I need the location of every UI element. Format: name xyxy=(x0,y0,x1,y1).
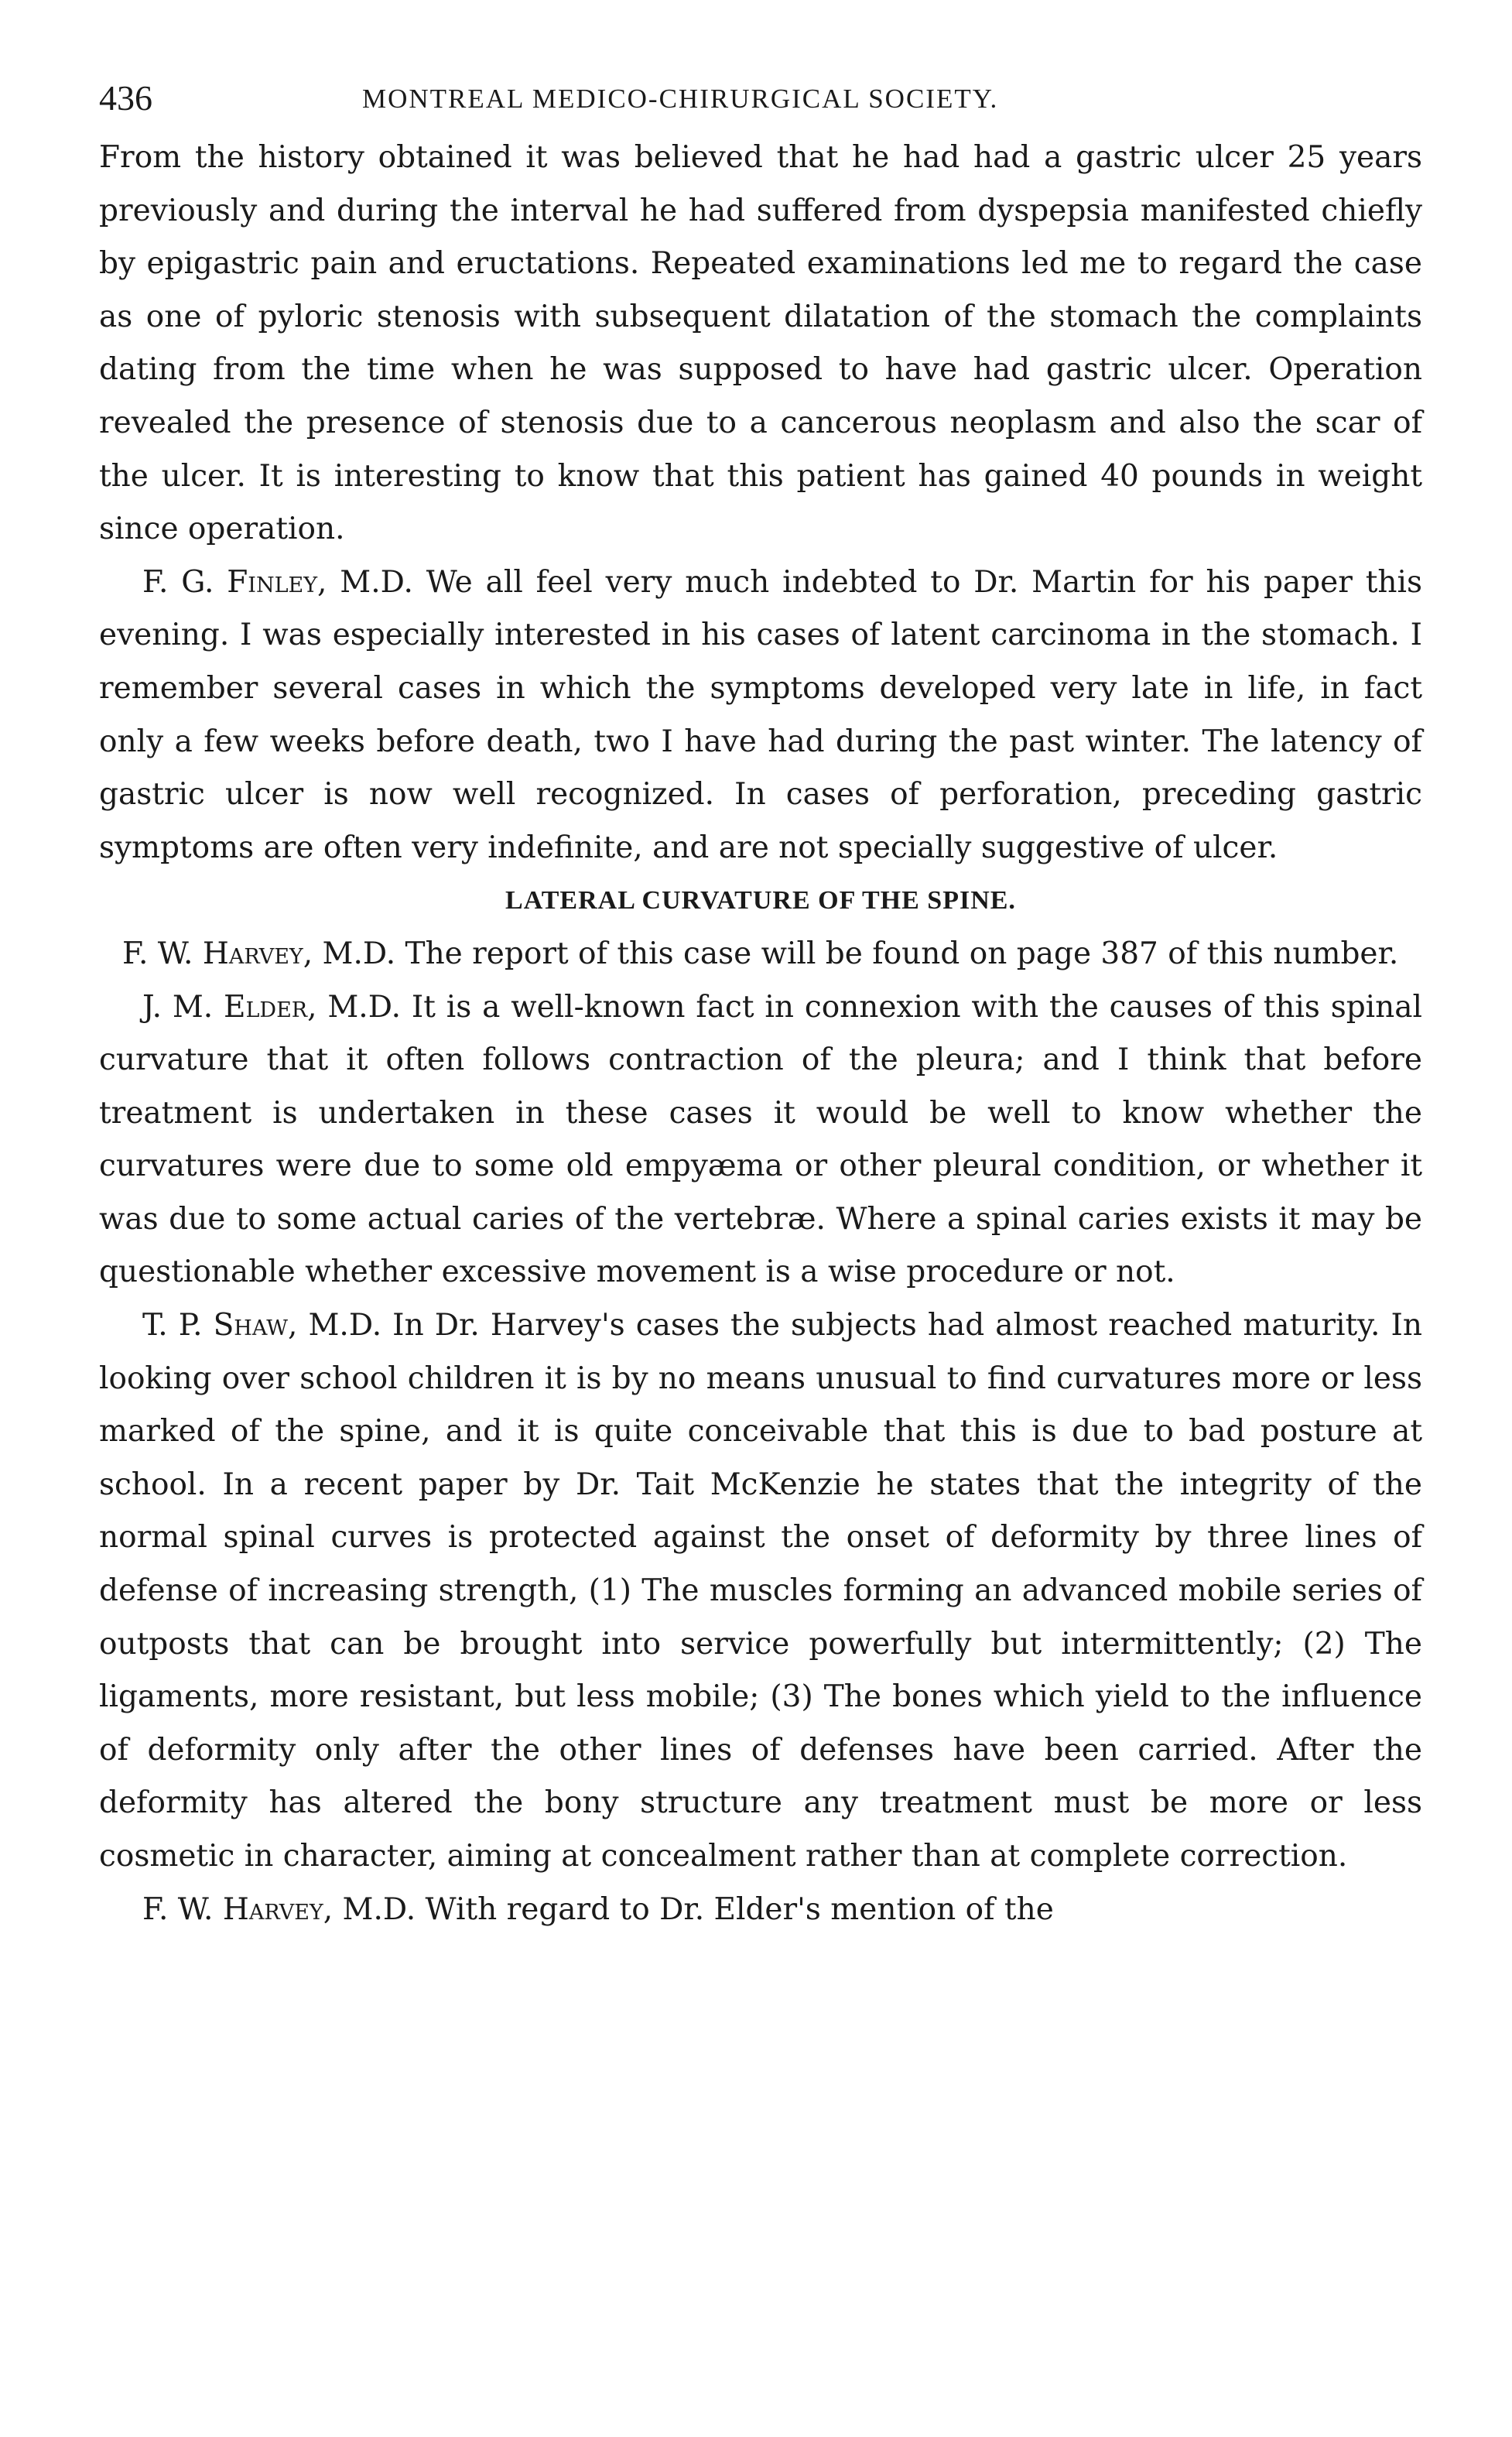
speaker-name: J. M. Elder, M.D. xyxy=(142,989,401,1025)
paragraph-text: It is a well-known fact in connexion with the causes of this spinal curvature that it often follows contraction of the pleura; and I think that before treatment is undertaken in these cases it would be well to know whether the curvatures were due to some old empyæma or other pleural condition, or whether it was due to some actual caries of the vertebræ. Where a spinal caries exists it may be questionable whether excessive movement is a wise procedure or not. xyxy=(99,989,1422,1290)
page-number: 436 xyxy=(99,78,152,118)
paragraph-text: We all feel very much indebted to Dr. Martin for his paper this evening. I was especially interested in his cases of latent carcinoma in the stomach. I remember several cases in which the symptoms developed very late in life, in fact only a few weeks before death, two I have had during the past winter. The latency of gastric ulcer is now well recognized. In cases of perforation, preceding gastric symptoms are often very indefinite, and are not specially suggestive of ulcer. xyxy=(99,564,1422,865)
journal-title: MONTREAL MEDICO-CHIRURGICAL SOCIETY. xyxy=(362,84,999,114)
paragraph-shaw xyxy=(99,1299,1422,1884)
page xyxy=(99,77,1422,1936)
paragraph-finley xyxy=(99,556,1422,875)
section-heading: LATERAL CURVATURE OF THE SPINE. xyxy=(505,886,1016,916)
paragraph-harvey-reply xyxy=(99,1884,1422,1937)
running-head xyxy=(99,77,1422,132)
speaker-name: F. W. Harvey, M.D. xyxy=(142,1891,416,1927)
paragraph-elder xyxy=(99,981,1422,1300)
body-text xyxy=(99,132,1422,1936)
speaker-name: F. W. Harvey, M.D. xyxy=(122,936,396,971)
paragraph-text: In Dr. Harvey's cases the subjects had almost reached maturity. In looking over school children it is by no means unusual to find curvatures more or less marked of the spine, and it is quite conceivable that this is due to bad posture at school. In a recent paper by Dr. Tait McKenzie he states that the integrity of the normal spinal curves is protected against the onset of deformity by three lines of defense of increasing strength, (1) The muscles forming an advanced mobile series of outposts that can be brought into service powerfully but intermittently; (2) The ligaments, more resistant, but less mobile; (3) The bones which yield to the influence of deformity only after the other lines of defenses have been carried. After the deformity has altered the bony structure any treatment must be more or less cosmetic in character, aiming at concealment rather than at complete correction. xyxy=(99,1308,1422,1874)
paragraph-history: From the history obtained it was believed that he had had a gastric ulcer 25 years previously and during the interval he had suffered from dyspepsia manifested chiefly by epigastric pain and eructations. Repeated examinations led me to regard the case as one of pyloric stenosis with subsequent dilatation of the stomach the complaints dating from the time when he was supposed to have had gastric ulcer. Operation revealed the presence of stenosis due to a cancerous neoplasm and also the scar of the ulcer. It is interesting to know that this patient has gained 40 pounds in weight since operation. xyxy=(99,140,1422,547)
paragraph-harvey-report xyxy=(99,928,1422,981)
speaker-name: T. P. Shaw, M.D. xyxy=(142,1308,382,1343)
paragraph-text: The report of this case will be found on page 387 of this number. xyxy=(395,936,1399,971)
paragraph-text: With regard to Dr. Elder's mention of the xyxy=(416,1891,1054,1927)
speaker-name: F. G. Finley, M.D. xyxy=(142,564,413,600)
